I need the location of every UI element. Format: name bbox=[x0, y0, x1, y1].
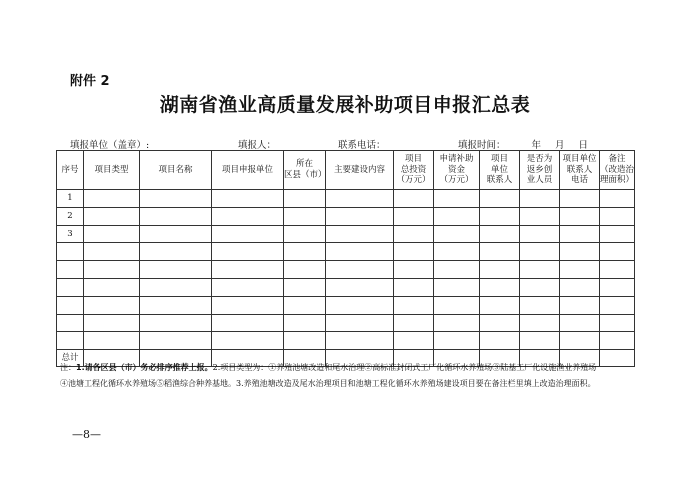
data-cell[interactable] bbox=[326, 243, 394, 261]
data-cell[interactable] bbox=[434, 261, 480, 279]
column-header: 项目单位 联系人 电话 bbox=[560, 151, 600, 190]
note-line-1 bbox=[60, 362, 640, 373]
data-cell[interactable] bbox=[84, 243, 140, 261]
data-cell[interactable] bbox=[434, 296, 480, 314]
data-cell[interactable] bbox=[394, 278, 434, 296]
data-cell[interactable] bbox=[212, 225, 284, 243]
data-cell[interactable] bbox=[520, 261, 560, 279]
data-cell[interactable] bbox=[520, 332, 560, 350]
data-cell[interactable] bbox=[284, 296, 326, 314]
page-title: 湖南省渔业高质量发展补助项目申报汇总表 bbox=[159, 94, 531, 116]
data-cell[interactable] bbox=[520, 314, 560, 332]
data-cell[interactable] bbox=[600, 261, 635, 279]
data-cell[interactable] bbox=[434, 278, 480, 296]
header-row bbox=[57, 151, 635, 190]
table-row bbox=[57, 314, 635, 332]
data-cell[interactable] bbox=[434, 190, 480, 208]
data-cell[interactable] bbox=[140, 207, 212, 225]
data-cell[interactable] bbox=[600, 207, 635, 225]
table-row bbox=[57, 225, 635, 243]
data-cell[interactable] bbox=[326, 225, 394, 243]
data-cell[interactable] bbox=[560, 243, 600, 261]
data-cell[interactable] bbox=[520, 190, 560, 208]
data-cell[interactable] bbox=[480, 314, 520, 332]
data-cell[interactable] bbox=[394, 296, 434, 314]
data-cell[interactable] bbox=[326, 278, 394, 296]
summary-table bbox=[56, 150, 635, 367]
column-header: 项目申报单位 bbox=[212, 151, 284, 190]
table-row bbox=[57, 190, 635, 208]
data-cell[interactable] bbox=[394, 225, 434, 243]
column-header: 所在 区县（市） bbox=[284, 151, 326, 190]
data-cell[interactable] bbox=[284, 190, 326, 208]
data-cell[interactable] bbox=[326, 261, 394, 279]
data-cell[interactable] bbox=[84, 261, 140, 279]
column-header: 项目 总投资 （万元） bbox=[394, 151, 434, 190]
data-cell[interactable] bbox=[480, 190, 520, 208]
data-cell[interactable] bbox=[560, 190, 600, 208]
table-row bbox=[57, 332, 635, 350]
table-row bbox=[57, 261, 635, 279]
data-cell[interactable] bbox=[284, 243, 326, 261]
row-number-cell[interactable] bbox=[57, 296, 84, 314]
column-header: 序号 bbox=[57, 151, 84, 190]
data-cell[interactable] bbox=[326, 190, 394, 208]
data-cell[interactable] bbox=[140, 296, 212, 314]
data-cell[interactable] bbox=[212, 296, 284, 314]
data-cell[interactable] bbox=[140, 243, 212, 261]
data-cell[interactable] bbox=[434, 332, 480, 350]
column-header: 主要建设内容 bbox=[326, 151, 394, 190]
data-cell[interactable] bbox=[600, 225, 635, 243]
total-label: 总计 bbox=[57, 350, 84, 367]
data-cell[interactable] bbox=[140, 332, 212, 350]
data-cell[interactable] bbox=[84, 225, 140, 243]
data-cell[interactable] bbox=[84, 296, 140, 314]
data-cell[interactable] bbox=[480, 225, 520, 243]
table-row bbox=[57, 296, 635, 314]
attachment-label: 附件 2 bbox=[70, 74, 110, 89]
data-cell[interactable] bbox=[520, 243, 560, 261]
data-cell[interactable] bbox=[480, 261, 520, 279]
data-cell[interactable] bbox=[480, 296, 520, 314]
row-number-cell[interactable] bbox=[57, 261, 84, 279]
data-cell[interactable] bbox=[394, 332, 434, 350]
data-cell[interactable] bbox=[140, 190, 212, 208]
data-cell[interactable] bbox=[560, 314, 600, 332]
column-header: 项目名称 bbox=[140, 151, 212, 190]
data-cell[interactable] bbox=[394, 190, 434, 208]
data-cell[interactable] bbox=[212, 190, 284, 208]
row-number-cell[interactable]: 2 bbox=[57, 207, 84, 225]
data-cell[interactable] bbox=[480, 332, 520, 350]
person-label: 填报人： bbox=[238, 140, 277, 151]
data-cell[interactable] bbox=[284, 261, 326, 279]
data-cell[interactable] bbox=[600, 314, 635, 332]
column-header: 备注 （改造治 理面积） bbox=[600, 151, 635, 190]
data-cell[interactable] bbox=[600, 278, 635, 296]
data-cell[interactable] bbox=[140, 261, 212, 279]
data-cell[interactable] bbox=[84, 190, 140, 208]
row-number-cell[interactable] bbox=[57, 314, 84, 332]
row-number-cell[interactable] bbox=[57, 278, 84, 296]
data-cell[interactable] bbox=[84, 314, 140, 332]
data-cell[interactable] bbox=[140, 278, 212, 296]
data-cell[interactable] bbox=[212, 261, 284, 279]
data-cell[interactable] bbox=[212, 243, 284, 261]
data-cell[interactable] bbox=[84, 332, 140, 350]
column-header: 申请补助 资金 （万元） bbox=[434, 151, 480, 190]
row-number-cell[interactable]: 1 bbox=[57, 190, 84, 208]
data-cell[interactable] bbox=[212, 207, 284, 225]
data-cell[interactable] bbox=[434, 225, 480, 243]
phone-label: 联系电话： bbox=[338, 140, 386, 151]
data-cell[interactable] bbox=[140, 314, 212, 332]
column-header: 项目类型 bbox=[84, 151, 140, 190]
data-cell[interactable] bbox=[434, 243, 480, 261]
row-number-cell[interactable]: 3 bbox=[57, 225, 84, 243]
data-cell[interactable] bbox=[560, 207, 600, 225]
data-cell[interactable] bbox=[326, 207, 394, 225]
data-cell[interactable] bbox=[600, 243, 635, 261]
data-cell[interactable] bbox=[394, 243, 434, 261]
data-cell[interactable] bbox=[560, 225, 600, 243]
data-cell[interactable] bbox=[600, 296, 635, 314]
year-label: 年 bbox=[531, 140, 542, 151]
data-cell[interactable] bbox=[394, 314, 434, 332]
data-cell[interactable] bbox=[394, 261, 434, 279]
data-cell[interactable] bbox=[560, 296, 600, 314]
note-types: 2.项目类型为：①养殖池塘改造和尾水治理②高标准封闭式工厂化循环水养殖场③陆基工厂化设施渔业养殖场 bbox=[212, 363, 597, 372]
column-header: 是否为 返乡创 业人员 bbox=[520, 151, 560, 190]
row-number-cell[interactable] bbox=[57, 243, 84, 261]
table-row bbox=[57, 207, 635, 225]
data-cell[interactable] bbox=[284, 332, 326, 350]
data-cell[interactable] bbox=[480, 278, 520, 296]
column-header: 项目 单位 联系人 bbox=[480, 151, 520, 190]
data-cell[interactable] bbox=[284, 278, 326, 296]
data-cell[interactable] bbox=[284, 225, 326, 243]
data-cell[interactable] bbox=[84, 278, 140, 296]
table-row bbox=[57, 278, 635, 296]
data-cell[interactable] bbox=[480, 243, 520, 261]
data-cell[interactable] bbox=[560, 278, 600, 296]
data-cell[interactable] bbox=[326, 296, 394, 314]
data-cell[interactable] bbox=[434, 207, 480, 225]
table-body bbox=[57, 190, 635, 367]
data-cell[interactable] bbox=[434, 314, 480, 332]
table-row bbox=[57, 243, 635, 261]
note-continuation: ④池塘工程化循环水养殖场⑤稻渔综合种养基地。3.养殖池塘改造及尾水治理项目和池塘工程化循环水养殖场建设项目要在备注栏里填上改造治理面积。 bbox=[60, 379, 596, 388]
data-cell[interactable] bbox=[600, 190, 635, 208]
data-cell[interactable] bbox=[480, 207, 520, 225]
data-cell[interactable] bbox=[326, 314, 394, 332]
data-cell[interactable] bbox=[560, 261, 600, 279]
row-number-cell[interactable] bbox=[57, 332, 84, 350]
note-line-2 bbox=[60, 378, 640, 389]
data-cell[interactable] bbox=[284, 207, 326, 225]
data-cell[interactable] bbox=[520, 296, 560, 314]
data-cell[interactable] bbox=[284, 314, 326, 332]
note-prefix: 注： bbox=[60, 363, 76, 372]
time-label: 填报时间： bbox=[458, 140, 506, 151]
unit-label: 填报单位（盖章）: bbox=[70, 140, 150, 151]
data-cell[interactable] bbox=[212, 332, 284, 350]
page-number: —8— bbox=[72, 428, 101, 441]
month-label: 月 bbox=[555, 140, 565, 151]
data-cell[interactable] bbox=[520, 278, 560, 296]
data-cell[interactable] bbox=[520, 207, 560, 225]
data-cell[interactable] bbox=[600, 332, 635, 350]
data-cell[interactable] bbox=[212, 314, 284, 332]
note-bold-item: 1.请各区县（市）务必排序推荐上报。 bbox=[76, 363, 213, 372]
data-cell[interactable] bbox=[212, 278, 284, 296]
data-cell[interactable] bbox=[394, 207, 434, 225]
day-label: 日 bbox=[578, 140, 589, 151]
data-cell[interactable] bbox=[326, 332, 394, 350]
data-cell[interactable] bbox=[520, 225, 560, 243]
data-cell[interactable] bbox=[140, 225, 212, 243]
data-cell[interactable] bbox=[84, 207, 140, 225]
data-cell[interactable] bbox=[560, 332, 600, 350]
